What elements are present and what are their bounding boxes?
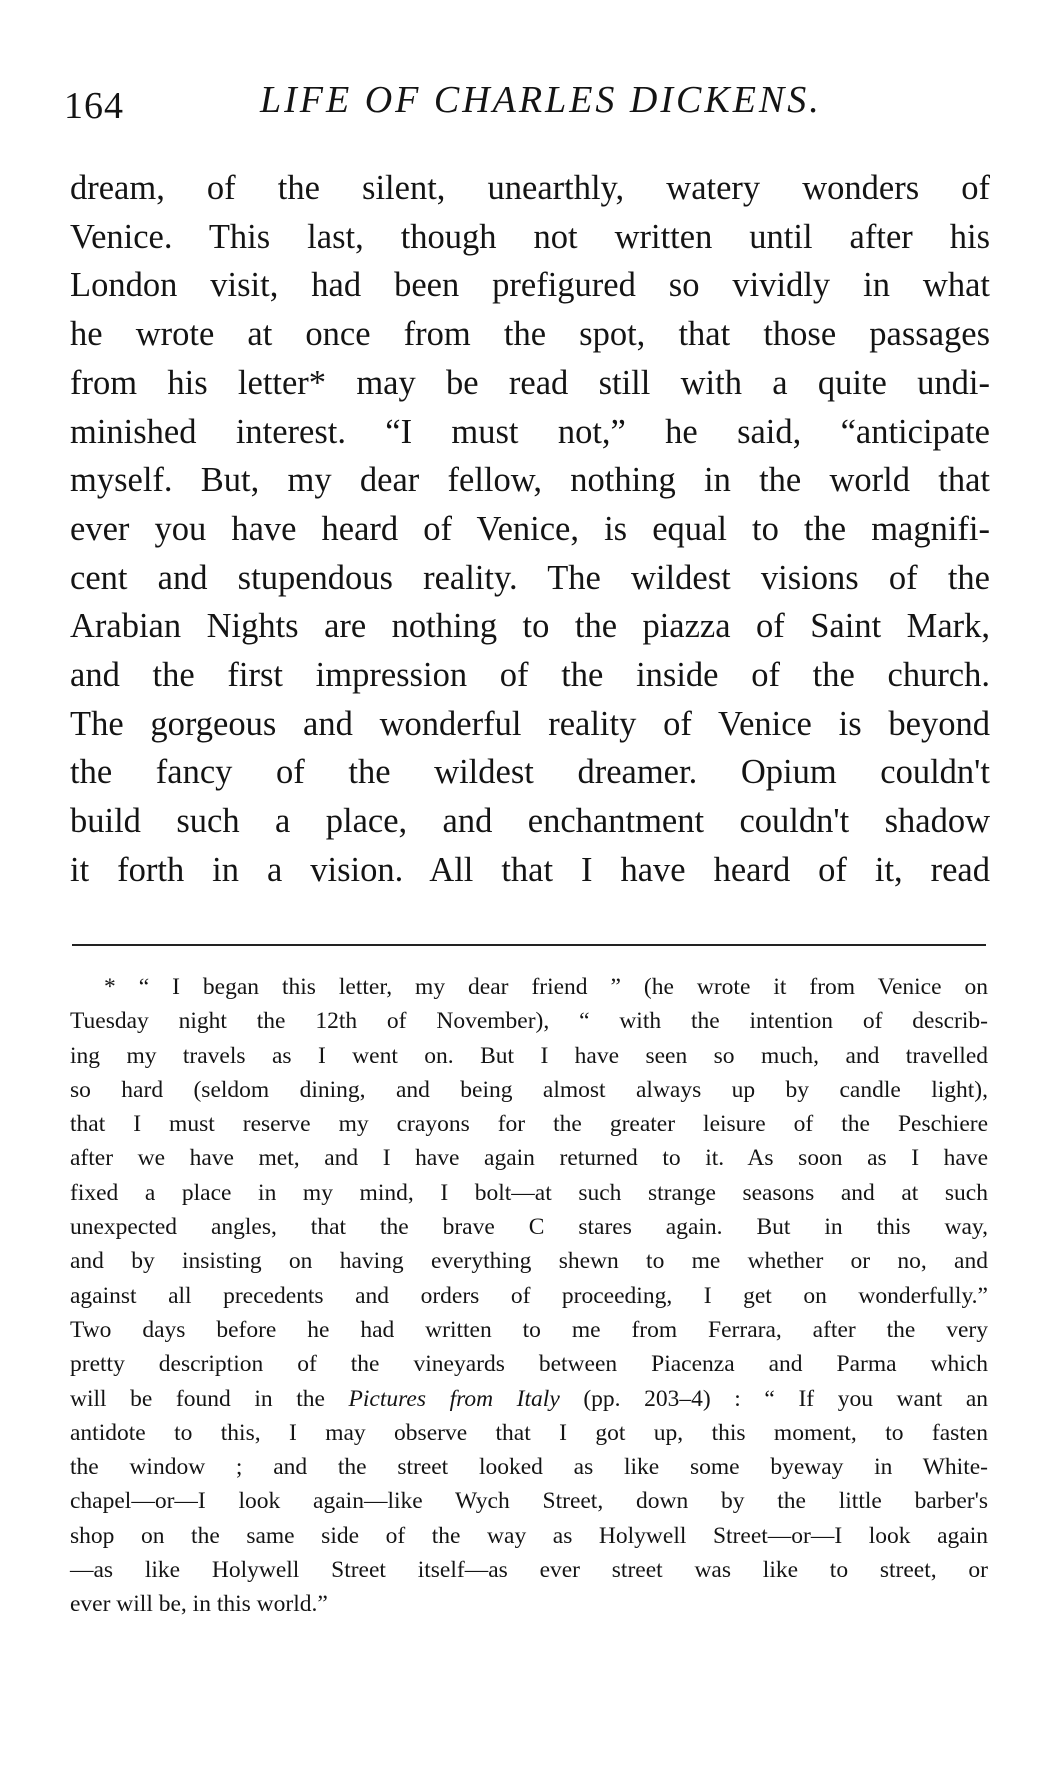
book-title: Pictures from Italy [348, 1385, 560, 1412]
footnote-line: the window ; and the street looked as like some byeway in White- [70, 1454, 988, 1481]
page-header [64, 76, 984, 127]
text-line: myself. But, my dear fellow, nothing in the world that [70, 461, 990, 500]
text-line: The gorgeous and wonderful reality of Venice is beyond [70, 704, 990, 743]
footnote-line: antidote to this, I may observe that I got up, this moment, to fasten [70, 1419, 988, 1446]
page-number: 164 [64, 85, 124, 127]
footnote-line: fixed a place in my mind, I bolt—at such strange seasons and at such [70, 1179, 988, 1206]
footnote-line: shop on the same side of the way as Holywell Street—or—I look again [70, 1522, 988, 1549]
footnote-line: Two days before he had written to me from Ferrara, after the very [70, 1316, 988, 1343]
footnote-text: (pp. 203–4) : “ If you want an [559, 1385, 988, 1412]
text-line: ever you have heard of Venice, is equal to the magnifi- [70, 509, 990, 548]
footnote-line: ing my travels as I went on. But I have seen so much, and travelled [70, 1042, 988, 1069]
text-line: London visit, had been prefigured so vividly in what [70, 266, 990, 305]
footnote-line: * “ I began this letter, my dear friend ” (he wrote it from Venice on [104, 974, 988, 1000]
text-line: the fancy of the wildest dreamer. Opium couldn't [70, 753, 990, 792]
text-line: cent and stupendous reality. The wildest visions of the [70, 558, 990, 597]
footnote-line: —as like Holywell Street itself—as ever street was like to street, or [70, 1557, 988, 1584]
text-line: build such a place, and enchantment couldn't shadow [70, 802, 990, 841]
text-line: from his letter* may be read still with a quite undi- [70, 363, 990, 402]
text-line: minished interest. “I must not,” he said, “anticipate [70, 412, 990, 451]
footnote-line: and by insisting on having everything shewn to me whether or no, and [70, 1248, 988, 1275]
footnote-line: Tuesday night the 12th of November), “ with the intention of describ- [70, 1008, 988, 1035]
footnote-line: against all precedents and orders of proceeding, I get on wonderfully.” [70, 1282, 988, 1309]
text-line: it forth in a vision. All that I have heard of it, read [70, 850, 990, 889]
text-line: Venice. This last, though not written until after his [70, 217, 990, 256]
footnote-line [70, 1382, 988, 1416]
footnote [70, 970, 988, 1622]
footnote-divider [72, 944, 986, 946]
footnote-line: so hard (seldom dining, and being almost always up by candle light), [70, 1076, 988, 1103]
text-line: and the first impression of the inside of the church. [70, 656, 990, 695]
footnote-line: ever will be, in this world.” [70, 1591, 328, 1618]
main-text [70, 164, 990, 895]
footnote-line: that I must reserve my crayons for the greater leisure of the Peschiere [70, 1111, 988, 1138]
text-line: Arabian Nights are nothing to the piazza of Saint Mark, [70, 607, 990, 646]
footnote-line: pretty description of the vineyards between Piacenza and Parma which [70, 1351, 988, 1378]
running-head: LIFE OF CHARLES DICKENS. [260, 79, 822, 121]
footnote-line: after we have met, and I have again returned to it. As soon as I have [70, 1145, 988, 1172]
footnote-line: chapel—or—I look again—like Wych Street, down by the little barber's [70, 1488, 988, 1515]
text-line: he wrote at once from the spot, that those passages [70, 315, 990, 354]
text-line: dream, of the silent, unearthly, watery wonders of [70, 169, 990, 207]
footnote-line: unexpected angles, that the brave C stares again. But in this way, [70, 1214, 988, 1241]
footnote-text: will be found in the [70, 1385, 349, 1412]
